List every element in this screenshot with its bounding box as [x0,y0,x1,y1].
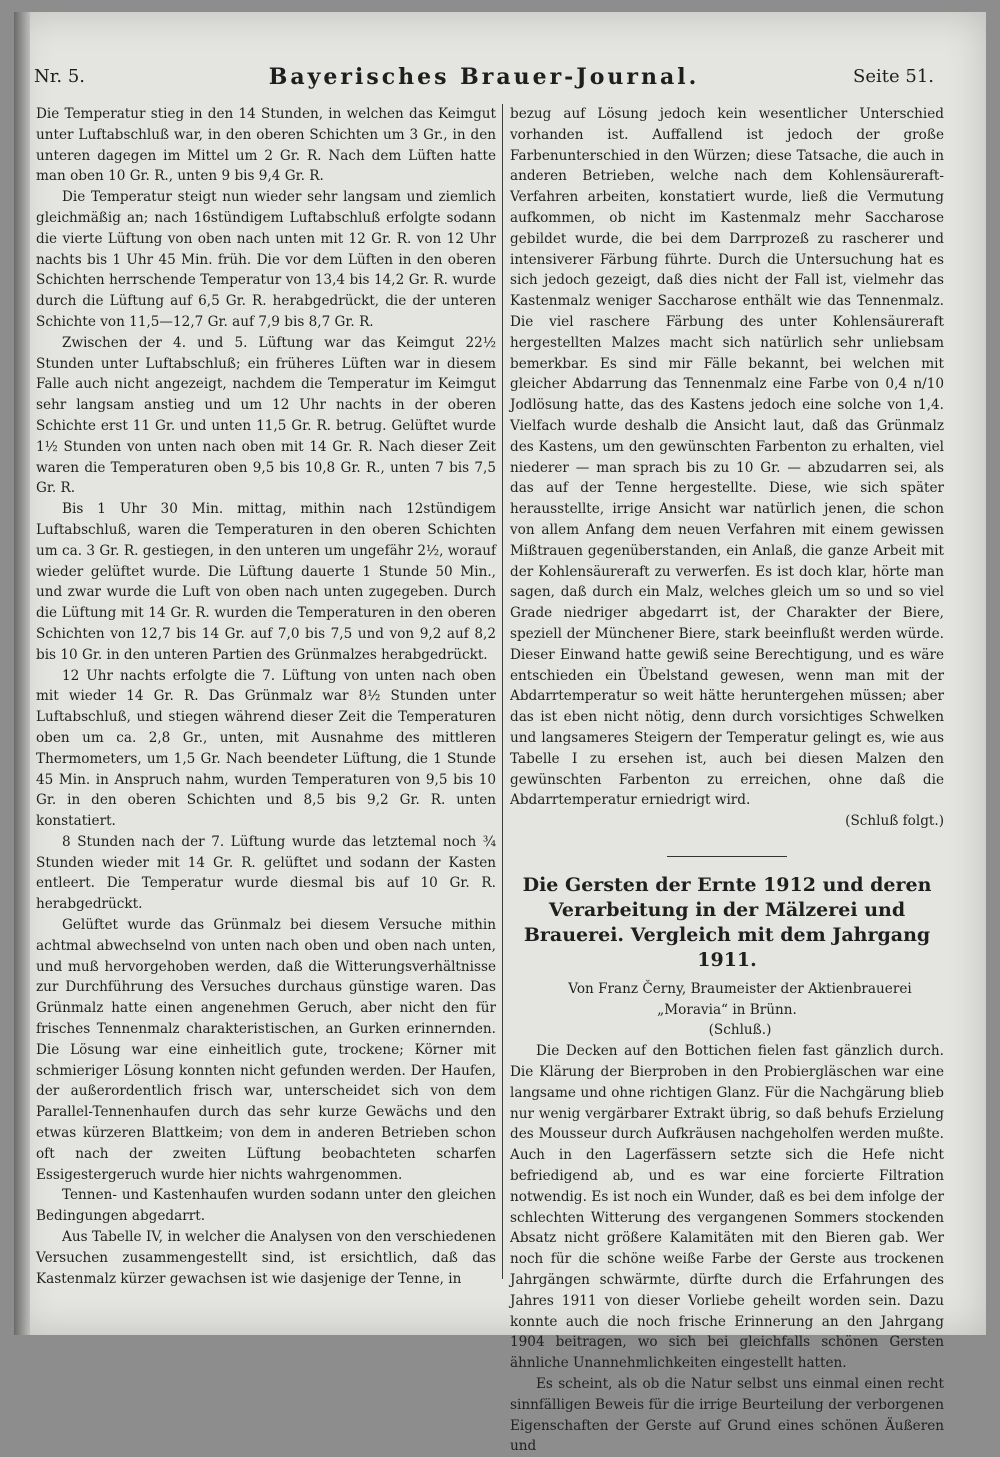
paragraph: Es scheint, als ob die Natur selbst uns einmal einen recht sinnfälligen Beweis für die irrige Beurteilung der verborgenen Eigenschaften der Gerste auf Grund eines schönen Äußeren und [510,1376,944,1455]
page-number: Seite 51. [853,66,934,87]
right-column [510,104,944,1457]
left-column [36,104,496,1289]
journal-title: Bayerisches Brauer-Journal. [268,64,700,90]
binding-shadow [14,12,30,1335]
to-be-continued-note: (Schluß folgt.) [845,813,944,830]
newspaper-page [14,12,986,1455]
paragraph: Zwischen der 4. und 5. Lüftung war das Keimgut 22½ Stunden unter Luftabschluß; ein früheres Lüften war in diesem Falle auch nicht angezeigt, nachdem die Temperatur im Keimgut sehr langsam anstieg und um 12 Uhr nachts in der oberen Schichte erst 11 Gr. und unten 11,5 Gr. R. betrug. Gelüftet wurde 1½ Stunden von unten nach oben mit 14 Gr. R. Nach dieser Zeit waren die Temperaturen oben 9,5 bis 10,8 Gr. R., unten 7 bis 7,5 Gr. R. [36,334,496,497]
paragraph: Die Decken auf den Bottichen fielen fast gänzlich durch. Die Klärung der Bierproben in den Probiergläschen war eine langsame und ohne richtigen Glanz. Für die Nachgärung blieb nur wenig vergärbarer Extrakt übrig, so daß behufs Erzielung des Mousseur durch Aufkräusen nachgeholfen werden mußte. Auch in den Lagerfässern setzte sich die Hefe nicht befriedigend ab, und es war eine forcierte Filtration notwendig. Es ist noch ein Wunder, daß es bei dem infolge der schlechten Witterung des vergangenen Sommers stockenden Absatz nicht größere Kalamitäten mit den Bieren gab. Wer noch für die schöne weiße Farbe der Gerste aus trockenen Jahrgängen schwärmte, dürfte durch die Erfahrungen des Jahres 1911 von dieser Vorliebe geheilt worden sein. Dazu konnte auch die noch frische Erinnerung an den Jahrgang 1904 beitragen, wo sich bei gleichfalls schönen Gersten ähnliche Unannehmlichkeiten eingestellt hatten. [510,1043,944,1372]
paragraph: bezug auf Lösung jedoch kein wesentlicher Unterschied vorhanden ist. Auffallend ist jedoch der große Farbenunterschied in den Würzen; diese Tatsache, die auch in anderen Betrieben, welche nach dem Kohlensäureraft-Verfahren arbeiten, konstatiert wurde, ließ die Vermutung aufkommen, ob nicht im Kastenmalz mehr Saccharose gebildet wurde, die bei dem Darrprozeß zu rascherer und intensiverer Färbung führte. Durch die Untersuchung hat es sich jedoch gezeigt, daß dies nicht der Fall ist, vielmehr das Kastenmalz weniger Saccharose enthält wie das Tennenmalz. Die viel raschere Färbung des unter Kohlensäureraft hergestellten Malzes macht sich natürlich sehr unliebsam bemerkbar. Es sind mir Fälle bekannt, bei welchen mit gleicher Abdarrung das Tennenmalz eine Farbe von 0,4 n/10 Jodlösung hatte, das des Kastens jedoch eine solche von 1,4. Vielfach wurde deshalb die Ansicht laut, daß das Grünmalz des Kastens, um den gewünschten Farbenton zu erhalten, viel niederer — man sprach bis zu 10 Gr. — abzudarren sei, als das auf der Tenne hergestellte. Diese, wie sich später herausstellte, irrige Ansicht war natürlich jenen, die schon von allem Anfang dem neuen Verfahren mit einem gewissen Mißtrauen gegenüberstanden, ein Anlaß, die ganze Arbeit mit der Kohlensäureraft zu verwerfen. Es ist doch klar, hörte man sagen, daß durch ein Malz, welches gleich um so und so viel Grade niedriger abgedarrt ist, der Charakter der Biere, speziell der Münchener Biere, stark beeinflußt werden würde. Dieser Einwand hatte gewiß seine Berechtigung, und es wäre entschieden ein Übelstand gewesen, wenn man mit der Abdarrtemperatur so weit hätte heruntergehen müssen; aber das ist eben nicht nötig, denn durch vorsichtiges Schwelken und langsameres Steigern der Temperatur gelingt es, wie aus Tabelle I zu ersehen ist, auch bei diesen Malzen den gewünschten Farbenton zu erreichen, ohne daß die Abdarrtemperatur erniedrigt wird. [510,106,944,809]
paragraph: Gelüftet wurde das Grünmalz bei diesem Versuche mithin achtmal abwechselnd von unten nach oben und oben nach unten, und muß hervorgehoben werden, daß die Witterungsverhältnisse zur Durchführung des Versuches durchaus günstige waren. Das Grünmalz hatte einen angenehmen Geruch, aber nicht den für frisches Tennenmalz charakteristischen, an Gurken erinnernden. Die Lösung war eine einheitlich gute, trockene; Körner mit schmieriger Lösung konnten nicht gefunden werden. Der Haufen, der außerordentlich frisch war, unterscheidet sich von dem Parallel-Tennenhaufen durch das sehr kurze Gewächs und den etwas kürzeren Blattkeim; von dem in anderen Betrieben schon oft nach der zweiten Lüftung beobachteten scharfen Essigestergeruch wurde hier nichts wahrgenommen. [36,917,496,1183]
paragraph: Aus Tabelle IV, in welcher die Analysen von den verschiedenen Versuchen zusammengestellt sind, ist ersichtlich, daß das Kastenmalz kürzer gewachsen ist wie dasjenige der Tenne, in [36,1229,496,1287]
paragraph: 12 Uhr nachts erfolgte die 7. Lüftung von unten nach oben mit wieder 14 Gr. R. Das Grünmalz war 8½ Stunden unter Luftabschluß, und stiegen während dieser Zeit die Temperaturen oben um ca. 2,8 Gr., unten, mit Ausnahme des mittleren Thermometers, um 1,5 Gr. Nach beendeter Lüftung, die 1 Stunde 45 Min. in Anspruch nahm, wurden Temperaturen von 9,5 bis 10 Gr. in den oberen Schichten und 8,5 bis 9,2 Gr. R. unten konstatiert. [36,667,496,830]
article-title: Die Gersten der Ernte 1912 und deren Verarbeitung in der Mälzerei und Brauerei. Vergleich mit dem Jahrgang 1911. [522,873,932,971]
paragraph: Bis 1 Uhr 30 Min. mittag, mithin nach 12stündigem Luftabschluß, waren die Temperaturen in den oberen Schichten um ca. 3 Gr. R. gestiegen, in den unteren um ungefähr 2½, worauf wieder gelüftet wurde. Die Lüftung dauerte 1 Stunde 50 Min., und zwar wurde die Luft von oben nach unten zugegeben. Durch die Lüftung mit 14 Gr. R. wurden die Temperaturen in den oberen Schichten von 12,7 bis 14 Gr. auf 7,0 bis 7,5 und von 9,2 auf 8,2 bis 10 Gr. in den unteren Partien des Grünmalzes herabgedrückt. [36,501,496,663]
article-byline: Von Franz Černy, Braumeister der Aktienbrauerei „Moravia“ in Brünn. [568,980,912,1018]
paragraph: Die Temperatur steigt nun wieder sehr langsam und ziemlich gleichmäßig an; nach 16stündigem Luftabschluß erfolgte sodann die vierte Lüftung von oben nach unten mit 12 Gr. R. von 12 Uhr nachts bis 1 Uhr 45 Min. früh. Die vor dem Lüften in den oberen Schichten herrschende Temperatur von 13,4 bis 14,2 Gr. R. wurde durch die Lüftung auf 6,5 Gr. R. herabgedrückt, die der unteren Schichte von 11,5—12,7 Gr. auf 7,9 bis 8,7 Gr. R. [36,189,496,330]
column-divider [502,104,503,1279]
page-header [34,60,934,96]
section-rule [667,856,787,857]
paragraph: Tennen- und Kastenhaufen wurden sodann unter den gleichen Bedingungen abgedarrt. [36,1187,496,1225]
issue-number: Nr. 5. [34,66,85,87]
article-subline: (Schluß.) [708,1022,772,1039]
paragraph: 8 Stunden nach der 7. Lüftung wurde das letztemal noch ¾ Stunden wieder mit 14 Gr. R. gelüftet und sodann der Kasten entleert. Die Temperatur wurde diesmal bis auf 10 Gr. R. herabgedrückt. [36,833,496,913]
paragraph: Die Temperatur stieg in den 14 Stunden, in welchen das Keimgut unter Luftabschluß war, in den oberen Schichten um 3 Gr., in den unteren dagegen im Mittel um 2 Gr. R. Nach dem Lüften hatte man oben 10 Gr. R., unten 9 bis 9,4 Gr. R. [36,106,496,185]
